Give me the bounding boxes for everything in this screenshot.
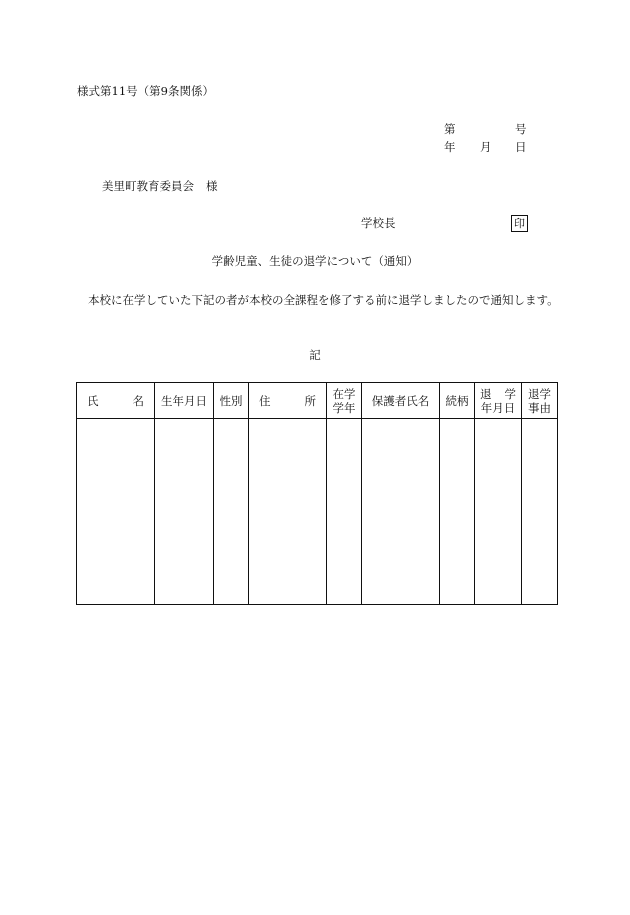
body-text: 本校に在学していた下記の者が本校の全課程を修了する前に退学しましたので通知します。 [88,293,559,307]
cell-gender[interactable] [214,419,249,605]
col-birthdate: 生年月日 [155,383,214,419]
withdrawal-table [76,382,558,605]
col-grade-line1: 在学 [332,386,356,401]
cell-guardian[interactable] [362,419,440,605]
addressee-name: 美里町教育委員会 [102,179,194,193]
col-grade-line2: 学年 [332,400,356,415]
cell-address[interactable] [249,419,327,605]
cell-name[interactable] [77,419,155,605]
addressee-honorific: 様 [206,179,218,193]
col-withdraw-date-line2: 年月日 [480,400,516,415]
form-number: 様式第11号（第9条関係） [77,84,214,98]
document-title: 学齢児童、生徒の退学について（通知） [211,254,419,268]
cell-relation[interactable] [440,419,475,605]
col-reason [522,383,558,419]
date-month-label: 月 [480,140,492,154]
ki-heading: 記 [309,348,321,362]
cell-birthdate[interactable] [155,419,214,605]
col-withdraw-date-part1: 退 [480,386,492,401]
seal-mark: 印 [511,215,528,232]
cell-withdraw-date[interactable] [475,419,522,605]
col-gender: 性別 [214,383,249,419]
doc-number-prefix: 第 [444,122,456,136]
addressee [102,180,218,194]
col-name-label [77,394,154,408]
col-withdraw-date-line1 [475,387,521,401]
cell-reason[interactable] [522,419,558,605]
col-address-part2: 所 [304,393,316,408]
col-name-part1: 氏 [87,393,99,408]
col-name [77,383,155,419]
cell-grade[interactable] [327,419,362,605]
col-guardian: 保護者氏名 [362,383,440,419]
col-address [249,383,327,419]
date-year-label: 年 [444,140,456,154]
table-header-row [77,383,558,419]
col-address-label [249,394,326,408]
doc-number-suffix: 号 [515,122,527,136]
col-withdraw-date [475,383,522,419]
col-address-part1: 住 [259,393,271,408]
table-row [77,419,558,605]
col-grade [327,383,362,419]
date-day-label: 日 [515,140,527,154]
principal-label: 学校長 [361,216,396,230]
col-relation: 続柄 [440,383,475,419]
col-reason-line2: 事由 [528,400,551,415]
col-reason-line1: 退学 [528,386,551,401]
col-name-part2: 名 [132,393,144,408]
col-withdraw-date-part2: 学 [504,386,516,401]
